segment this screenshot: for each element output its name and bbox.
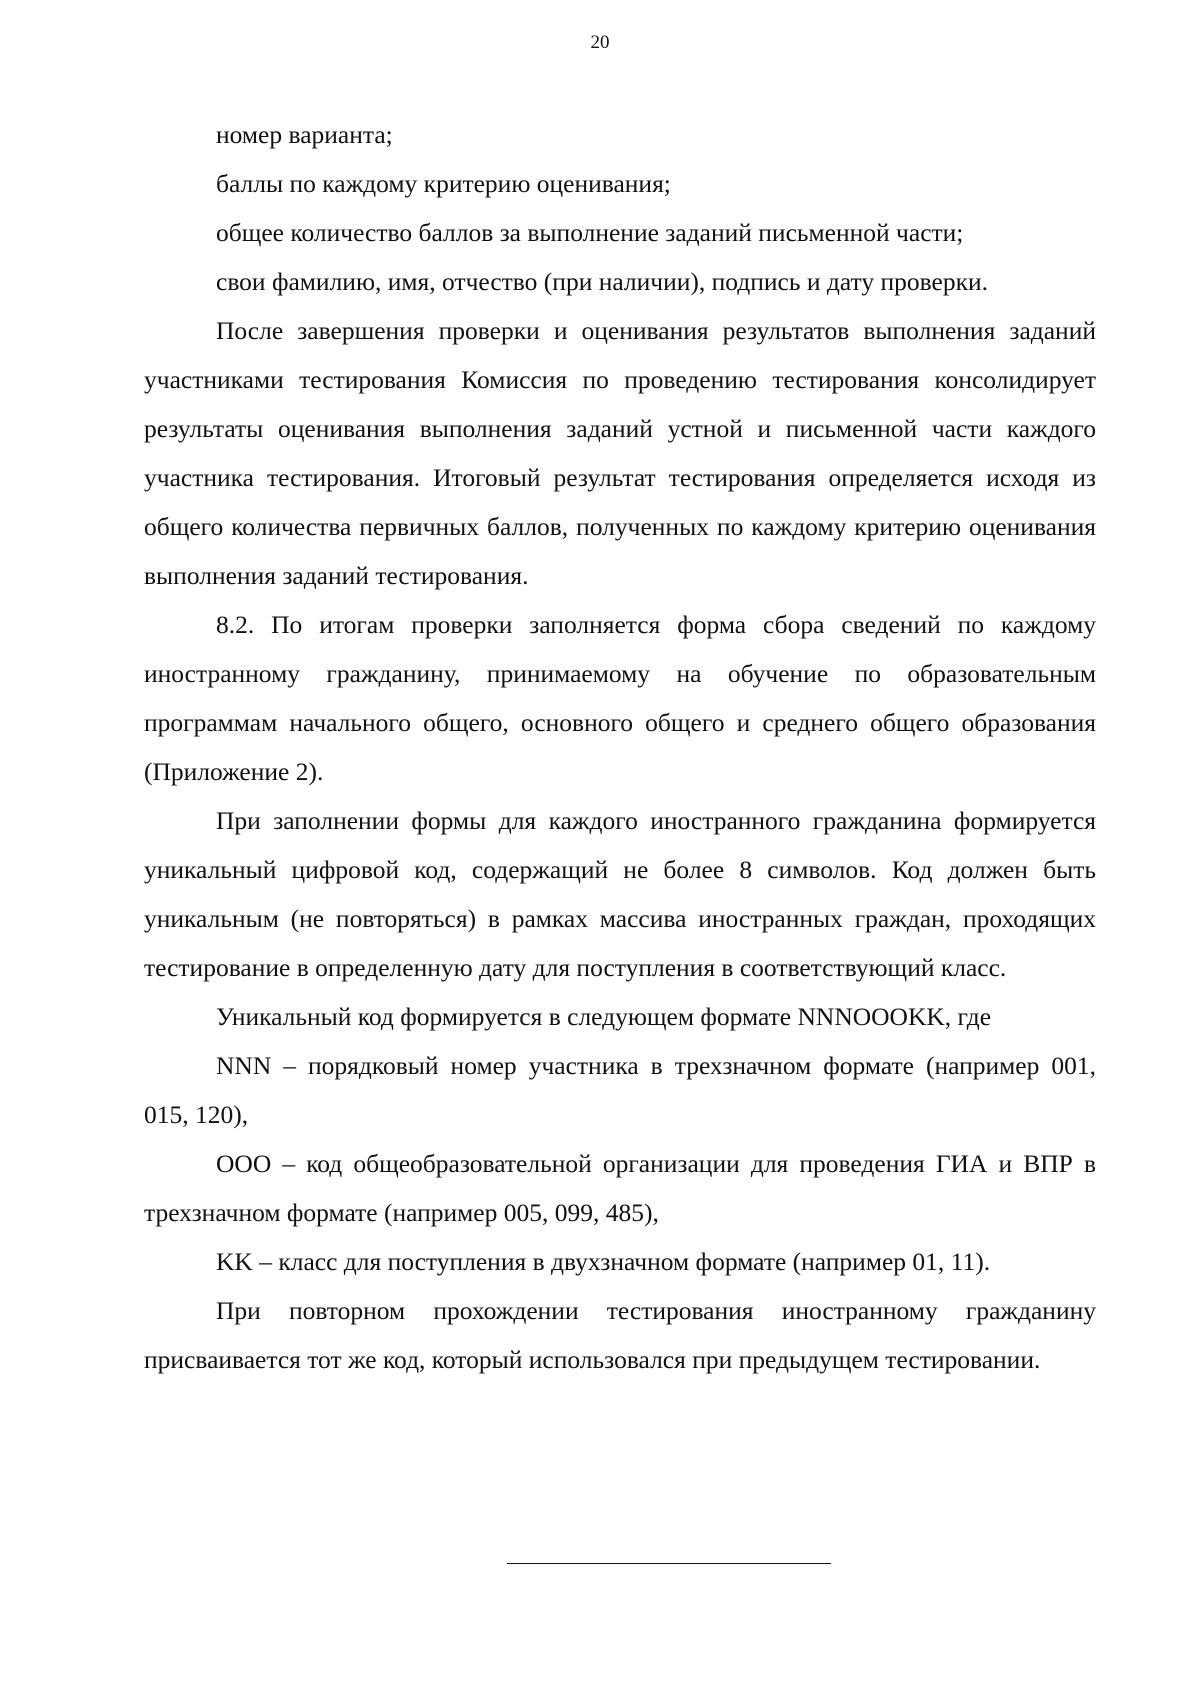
end-separator-line [507, 1563, 831, 1564]
list-item-criteria-scores: баллы по каждому критерию оценивания; [216, 169, 671, 198]
paragraph-code-kk: KK – класс для поступления в двухзначном формате (например 01, 11). [216, 1247, 991, 1276]
paragraph-section-8-2: 8.2. По итогам проверки заполняется форма сбора сведений по каждому иностранному гражданину, принимаемому на обучение по образовательным программам начального общего, основного общего и среднего общего образования (Приложение 2). [144, 610, 1096, 786]
paragraph-code-nnn: NNN – порядковый номер участника в трехзначном формате (например 001, 015, 120), [144, 1051, 1096, 1129]
paragraph-code-format: Уникальный код формируется в следующем формате NNNOOOKK, где [216, 1002, 992, 1031]
paragraph-unique-code: При заполнении формы для каждого иностранного гражданина формируется уникальный цифровой код, содержащий не более 8 символов. Код должен быть уникальным (не повторяться) в рамках массива иностранных граждан, проходящих тестирование в определенную дату для поступления в соответствующий класс. [144, 806, 1096, 982]
list-item-total-score: общее количество баллов за выполнение заданий письменной части; [216, 218, 964, 247]
paragraph-consolidation: После завершения проверки и оценивания результатов выполнения заданий участниками тестирования Комиссия по проведению тестирования консолидирует результаты оценивания выполнения заданий устной и письменной части каждого участника тестирования. Итоговый результат тестирования определяется исходя из общего количества первичных баллов, полученных по каждому критерию оценивания выполнения заданий тестирования. [144, 316, 1096, 590]
list-item-variant-number: номер варианта; [216, 120, 393, 149]
list-item-checker-signature: свои фамилию, имя, отчество (при наличии), подпись и дату проверки. [216, 267, 988, 296]
paragraph-repeat-testing: При повторном прохождении тестирования иностранному гражданину присваивается тот же код, который использовался при предыдущем тестировании. [144, 1296, 1096, 1374]
paragraph-code-ooo: OOO – код общеобразовательной организации для проведения ГИА и ВПР в трехзначном формате (например 005, 099, 485), [144, 1149, 1096, 1227]
document-body [144, 110, 1096, 1384]
page-number: 20 [590, 32, 610, 53]
